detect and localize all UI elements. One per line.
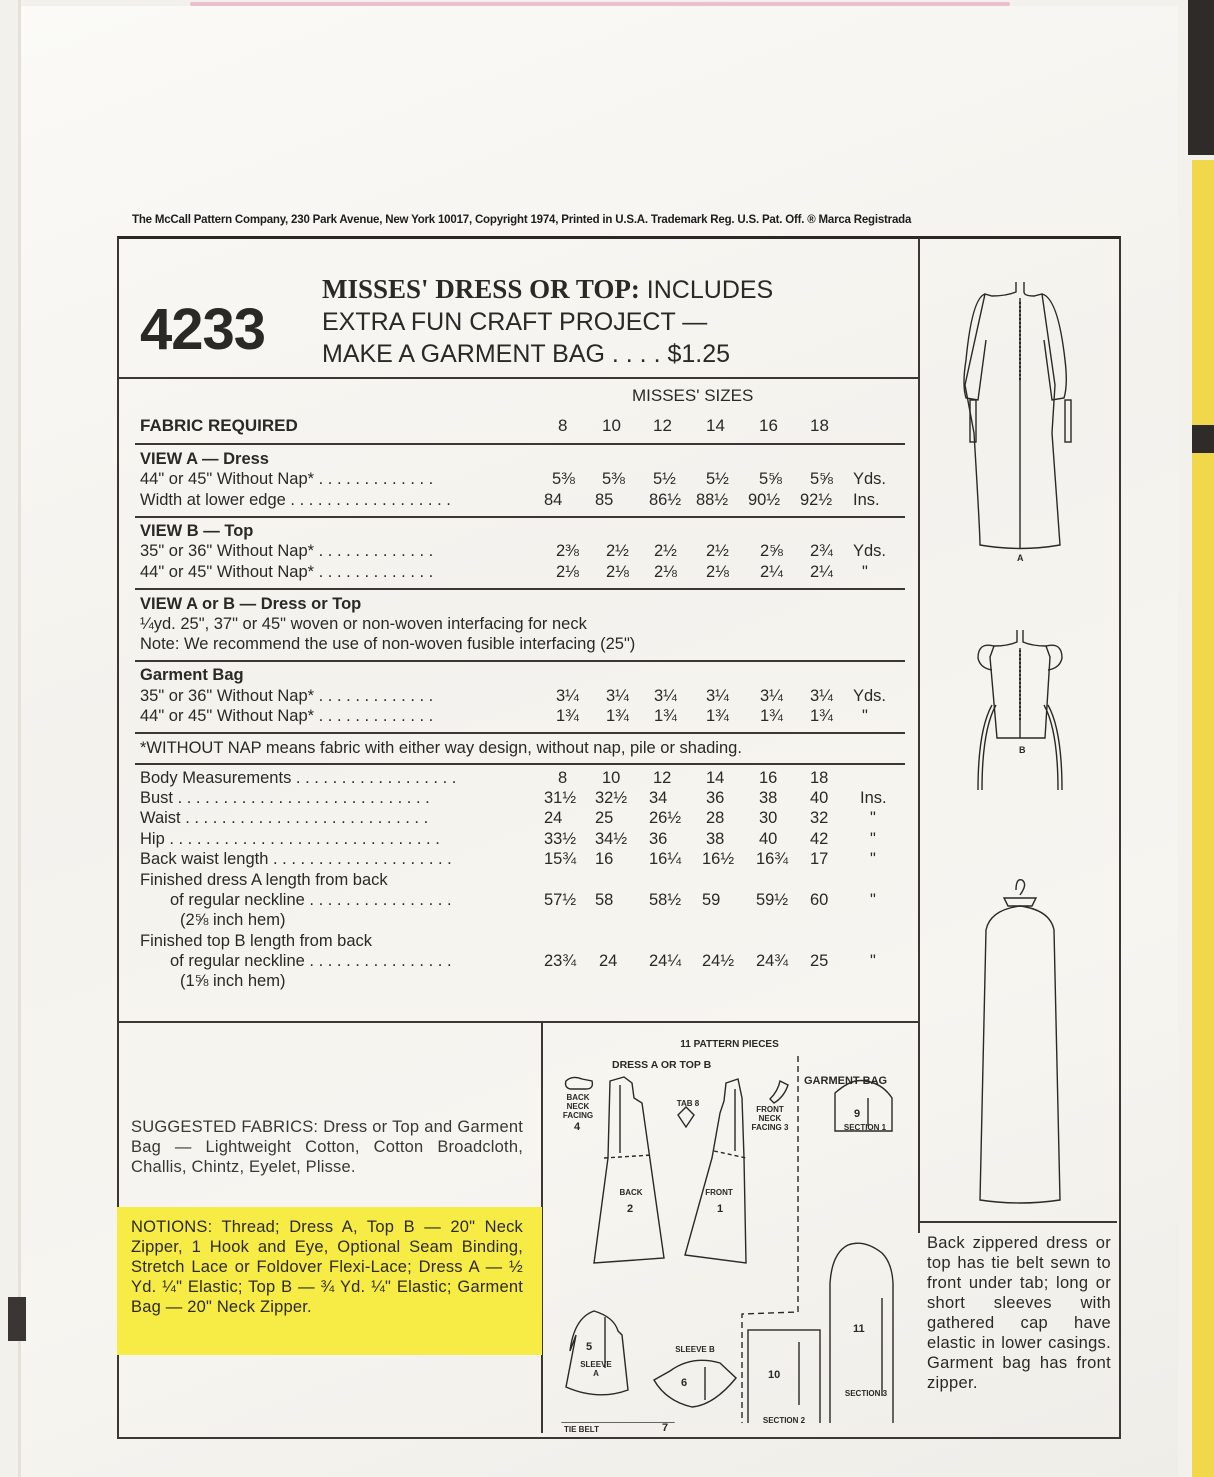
cell: 36 — [649, 830, 668, 848]
cell: 59½ — [756, 891, 789, 909]
unit: " — [870, 850, 876, 868]
section2-number: 10 — [768, 1369, 781, 1381]
cell: 31½ — [544, 789, 577, 807]
cell: 26½ — [649, 809, 682, 827]
unit: " — [870, 830, 876, 848]
divider — [135, 763, 905, 765]
view-b-label: B — [1019, 745, 1026, 755]
cell: 59 — [702, 891, 721, 909]
size-cell: 10 — [602, 769, 621, 787]
top-length-line1: Finished top B length from back — [140, 932, 373, 950]
nap-note: *WITHOUT NAP means fabric with either way design, without nap, pile or shading. — [140, 739, 742, 757]
cell: 3¼ — [810, 687, 833, 705]
divider — [135, 516, 905, 518]
cell: 5⅝ — [810, 470, 833, 488]
cell: 5⅜ — [552, 470, 575, 488]
section3-number: 11 — [853, 1323, 865, 1335]
garment-illustrations — [920, 250, 1120, 1230]
unit: Yds. — [853, 687, 887, 705]
sleeve-b-label: SLEEVE B — [675, 1345, 715, 1354]
paper-fold — [18, 0, 21, 1477]
unit: " — [870, 891, 876, 909]
front-number: 1 — [717, 1203, 724, 1215]
cell: 2⅝ — [760, 542, 783, 560]
cell: 33½ — [544, 830, 577, 848]
cell: 34½ — [595, 830, 628, 848]
cell: 5½ — [706, 470, 729, 488]
cell: 17 — [810, 850, 829, 868]
title-serif: MISSES' DRESS OR TOP: — [322, 274, 640, 304]
row-label: Width at lower edge . . . . . . . . . . . . . . . . . . — [140, 491, 451, 509]
back-neck-facing-number: 4 — [574, 1121, 581, 1133]
cell: 2¼ — [810, 563, 833, 581]
size-cell: 14 — [706, 416, 725, 435]
cell: 38 — [706, 830, 725, 848]
sleeve-b-number: 6 — [681, 1377, 688, 1389]
size-cell: 8 — [558, 416, 568, 435]
divider — [135, 588, 905, 590]
cell: 23¾ — [544, 952, 577, 970]
section3-label: SECTION 3 — [844, 1389, 888, 1398]
front-label: FRONT — [705, 1188, 733, 1197]
row-label: Back waist length . . . . . . . . . . . . . . . . . . . . — [140, 850, 452, 868]
pattern-title — [322, 274, 773, 305]
row-label: of regular neckline . . . . . . . . . . . . . . . . — [170, 891, 452, 909]
size-cell: 18 — [810, 416, 829, 435]
size-cell: 10 — [602, 416, 621, 435]
cell: 58 — [595, 891, 614, 909]
edge-dark-strip — [1188, 0, 1214, 155]
copyright-line: The McCall Pattern Company, 230 Park Avenue, New York 10017, Copyright 1974, Printed in U.S.A. Trademark Reg. U.S. Pat. Off. ® Marca Registrada — [132, 214, 912, 226]
cell: 38 — [759, 789, 778, 807]
cell: 84 — [544, 491, 563, 509]
cell: 1¾ — [556, 707, 579, 725]
cell: 16¾ — [756, 850, 789, 868]
top-hem-note: (1⅝ inch hem) — [180, 972, 286, 990]
cell: 58½ — [649, 891, 682, 909]
divider — [135, 443, 905, 445]
pattern-pieces-diagram — [542, 1023, 917, 1434]
cell: 2¾ — [810, 542, 833, 560]
pink-edge-strip — [190, 2, 1010, 6]
size-cell: 16 — [759, 416, 778, 435]
size-cell: 12 — [653, 416, 672, 435]
dress-length-line1: Finished dress A length from back — [140, 871, 388, 889]
garment-bag-label: GARMENT BAG — [804, 1075, 888, 1087]
divider — [135, 660, 905, 662]
tie-belt-label: TIE BELT — [564, 1425, 599, 1434]
view-a-label: A — [1017, 553, 1024, 563]
cell: 1¾ — [810, 707, 833, 725]
row-label: Bust . . . . . . . . . . . . . . . . . . . . . . . . . . . . — [140, 789, 430, 807]
cell: 16 — [595, 850, 614, 868]
cell: 40 — [810, 789, 829, 807]
cell: 1¾ — [706, 707, 729, 725]
cell: 5⅜ — [602, 470, 625, 488]
size-cell: 18 — [810, 769, 829, 787]
section1-number: 9 — [854, 1108, 861, 1120]
cell: 1¾ — [760, 707, 783, 725]
pattern-pieces-subtitle: DRESS A OR TOP B — [612, 1059, 712, 1071]
back-neck-facing-label: BACK NECK FACING — [562, 1093, 594, 1120]
row-label: 35" or 36" Without Nap* . . . . . . . . . . . . . — [140, 687, 434, 705]
cell: 1¾ — [606, 707, 629, 725]
title-line-3: MAKE A GARMENT BAG . . . . $1.25 — [322, 340, 731, 368]
edge-dark-mark — [1192, 425, 1214, 453]
pattern-number: 4233 — [140, 297, 266, 362]
cell: 32 — [810, 809, 829, 827]
title-line-2: EXTRA FUN CRAFT PROJECT — — [322, 308, 708, 336]
section2-label: SECTION 2 — [762, 1416, 806, 1425]
size-cell: 14 — [706, 769, 725, 787]
suggested-fabrics: SUGGESTED FABRICS: Dress or Top and Garment Bag — Lightweight Cotton, Cotton Broadcloth, Challis, Chintz, Eyelet, Plisse. — [131, 1118, 523, 1176]
cell: 85 — [595, 491, 614, 509]
fabric-required-label: FABRIC REQUIRED — [140, 416, 298, 435]
row-label: Hip . . . . . . . . . . . . . . . . . . . . . . . . . . . . . . — [140, 830, 440, 848]
view-b-heading: VIEW B — Top — [140, 522, 254, 540]
unit: " — [870, 809, 876, 827]
pattern-pieces-title: 11 PATTERN PIECES — [680, 1039, 779, 1050]
unit: Ins. — [853, 491, 880, 509]
cell: 25 — [810, 952, 829, 970]
interfacing-line: ¼yd. 25", 37" or 45" woven or non-woven interfacing for neck — [140, 615, 587, 633]
tab-label: TAB 8 — [676, 1099, 700, 1108]
cell: 2½ — [606, 542, 629, 560]
cell: 5½ — [653, 470, 676, 488]
unit: " — [862, 563, 868, 581]
cell: 24¾ — [756, 952, 789, 970]
cell: 2½ — [654, 542, 677, 560]
cell: 2⅜ — [556, 542, 579, 560]
cell: 90½ — [748, 491, 781, 509]
back-label: BACK — [619, 1188, 643, 1197]
edge-yellow-strip — [1192, 160, 1214, 1477]
cell: 2⅛ — [556, 563, 579, 581]
cell: 2¼ — [760, 563, 783, 581]
unit: " — [870, 952, 876, 970]
cell: 32½ — [595, 789, 628, 807]
back-number: 2 — [627, 1203, 634, 1215]
cell: 40 — [759, 830, 778, 848]
notions: NOTIONS: Thread; Dress A, Top B — 20" Neck Zipper, 1 Hook and Eye, Optional Seam Binding, Stretch Lace or Foldover Flexi-Lace; Dress A — ½ Yd. ¼" Elastic; Top B — ¾ Yd. ¼" Elastic; Garment Bag — 20" Neck Zipper. — [131, 1218, 523, 1316]
cell: 3¼ — [706, 687, 729, 705]
unit: Yds. — [853, 542, 887, 560]
cell: 2½ — [706, 542, 729, 560]
row-label: of regular neckline . . . . . . . . . . . . . . . . — [170, 952, 452, 970]
cell: 57½ — [544, 891, 577, 909]
view-a-heading: VIEW A — Dress — [140, 450, 269, 468]
row-label: Waist . . . . . . . . . . . . . . . . . . . . . . . . . . . — [140, 809, 429, 827]
front-neck-facing-label: FRONT NECK FACING 3 — [751, 1105, 789, 1132]
cell: 3¼ — [654, 687, 677, 705]
divider — [119, 377, 918, 379]
cell: 24½ — [702, 952, 735, 970]
description: Back zippered dress or top has tie belt sewn to front under tab; long or short sleeves with gathered cap have elastic in lower casings. Garment bag has front zipper. — [927, 1234, 1111, 1392]
cell: 36 — [706, 789, 725, 807]
row-label: 44" or 45" Without Nap* . . . . . . . . . . . . . — [140, 470, 434, 488]
cell: 28 — [706, 809, 725, 827]
edge-dark-mark-left — [8, 1297, 26, 1341]
divider — [135, 732, 905, 734]
sizes-header: MISSES' SIZES — [632, 386, 754, 405]
size-cell: 16 — [759, 769, 778, 787]
cell: 16½ — [702, 850, 735, 868]
cell: 88½ — [696, 491, 729, 509]
section1-label: SECTION 1 — [843, 1123, 887, 1132]
cell: 60 — [810, 891, 829, 909]
cell: 2⅛ — [654, 563, 677, 581]
cell: 3¼ — [760, 687, 783, 705]
cell: 42 — [810, 830, 829, 848]
garment-bag-heading: Garment Bag — [140, 666, 244, 684]
sleeve-a-number: 5 — [586, 1341, 593, 1353]
cell: 15¾ — [544, 850, 577, 868]
unit: " — [862, 707, 868, 725]
view-ab-heading: VIEW A or B — Dress or Top — [140, 595, 362, 613]
cell: 2⅛ — [606, 563, 629, 581]
cell: 86½ — [649, 491, 682, 509]
row-label: Body Measurements . . . . . . . . . . . . . . . . . . — [140, 769, 457, 787]
cell: 5⅝ — [759, 470, 782, 488]
cell: 30 — [759, 809, 778, 827]
dress-hem-note: (2⅝ inch hem) — [180, 911, 286, 929]
cell: 24 — [599, 952, 618, 970]
cell: 3¼ — [556, 687, 579, 705]
cell: 24 — [544, 809, 563, 827]
size-cell: 12 — [653, 769, 672, 787]
cell: 3¼ — [606, 687, 629, 705]
cell: 92½ — [800, 491, 833, 509]
row-label: 35" or 36" Without Nap* . . . . . . . . . . . . . — [140, 542, 434, 560]
title-rest: INCLUDES — [639, 276, 774, 304]
cell: 1¾ — [654, 707, 677, 725]
interfacing-note: Note: We recommend the use of non-woven fusible interfacing (25") — [140, 635, 636, 653]
sleeve-a-label: SLEEVE A — [580, 1360, 612, 1378]
cell: 25 — [595, 809, 614, 827]
cell: 2⅛ — [706, 563, 729, 581]
cell: 24¼ — [649, 952, 682, 970]
unit: Ins. — [860, 789, 887, 807]
tie-belt-number: 7 — [662, 1422, 669, 1434]
cell: 34 — [649, 789, 668, 807]
size-cell: 8 — [558, 769, 568, 787]
row-label: 44" or 45" Without Nap* . . . . . . . . . . . . . — [140, 563, 434, 581]
row-label: 44" or 45" Without Nap* . . . . . . . . . . . . . — [140, 707, 434, 725]
cell: 16¼ — [649, 850, 682, 868]
unit: Yds. — [853, 470, 887, 488]
